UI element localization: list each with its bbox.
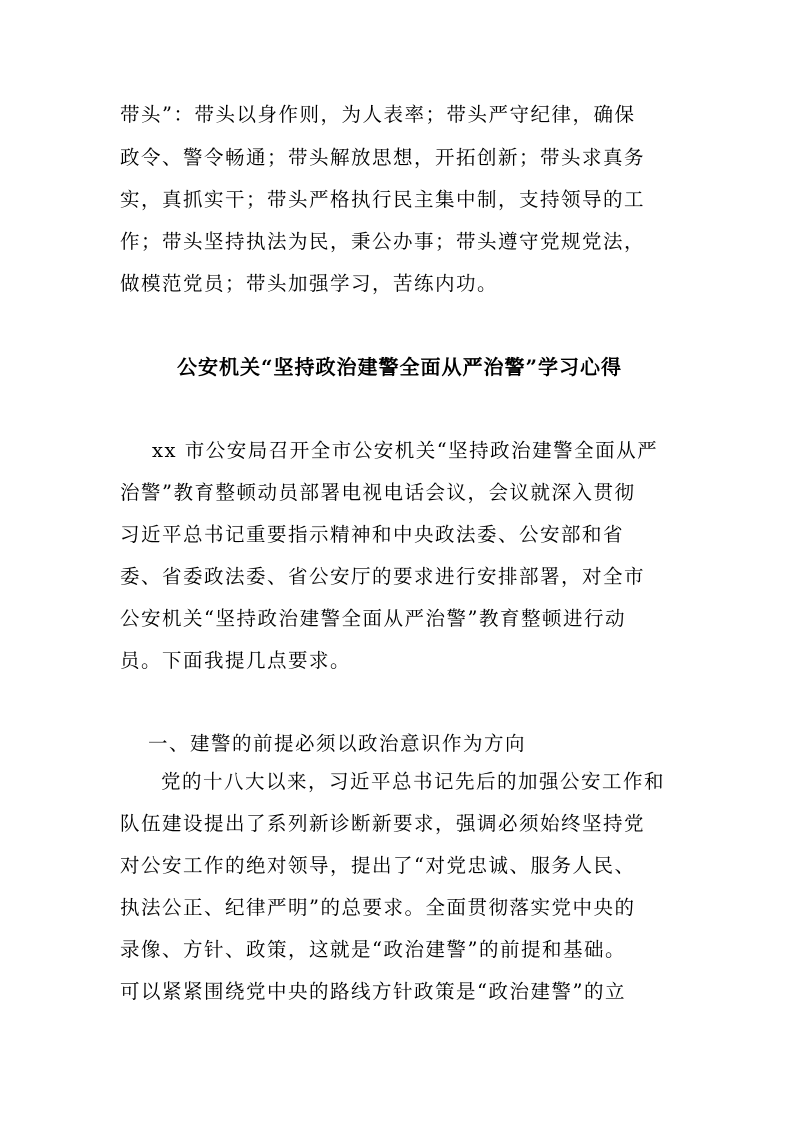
paragraph-line: 执法公正、纪律严明”的总要求。全面贯彻落实党中央的 <box>120 896 636 919</box>
paragraph-line: 党的十八大以来，习近平总书记先后的加强公安工作和 <box>161 770 666 793</box>
document-title: 公安机关“坚持政治建警全面从严治警”学习心得 <box>177 355 623 379</box>
intro-line: 政令、警令畅通；带头解放思想，开拓创新；带头求真务 <box>120 146 646 169</box>
section-heading: 一、建警的前提必须以政治意识作为方向 <box>148 732 527 755</box>
paragraph-line: 录像、方针、政策，这就是“政治建警”的前提和基础。 <box>120 938 626 961</box>
intro-line: 作；带头坚持执法为民，秉公办事；带头遵守党规党法， <box>120 230 646 253</box>
intro-line: 带头”：带头以身作则，为人表率；带头严守纪律，确保 <box>120 103 636 126</box>
intro-line: 实，真抓实干；带头严格执行民主集中制，支持领导的工 <box>120 188 646 211</box>
paragraph-line: 对公安工作的绝对领导，提出了“对党忠诚、服务人民、 <box>120 854 636 877</box>
paragraph-line: 队伍建设提出了系列新诊断新要求，强调必须始终坚持党 <box>120 812 646 835</box>
paragraph-line: xx 市公安局召开全市公安机关“坚持政治建警全面从严 <box>152 439 659 462</box>
paragraph-line: 委、省委政法委、省公安厅的要求进行安排部署，对全市 <box>120 565 646 588</box>
paragraph-line: 可以紧紧围绕党中央的路线方针政策是“政治建警”的立 <box>120 980 626 1003</box>
paragraph-line: 员。下面我提几点要求。 <box>120 649 352 672</box>
paragraph-line: 公安机关“坚持政治建警全面从严治警”教育整顿进行动 <box>120 607 626 630</box>
paragraph-line: 习近平总书记重要指示精神和中央政法委、公安部和省 <box>120 523 625 546</box>
paragraph-line: 治警”教育整顿动员部署电视电话会议，会议就深入贯彻 <box>120 481 636 504</box>
intro-line: 做模范党员；带头加强学习，苦练内功。 <box>120 272 499 295</box>
